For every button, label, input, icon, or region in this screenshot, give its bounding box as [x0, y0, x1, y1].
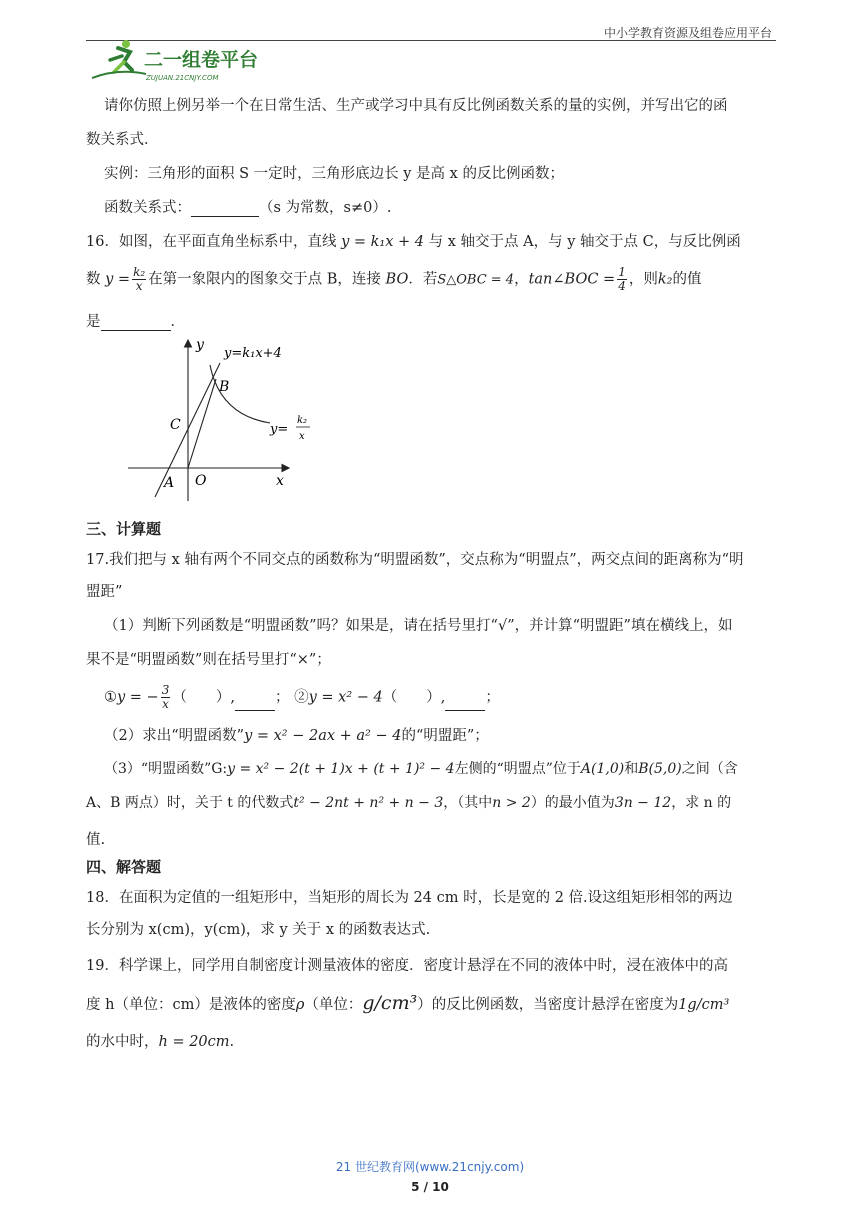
platform-title: 中小学教育资源及组卷应用平台	[603, 26, 772, 40]
page-number: 5 / 10	[411, 1180, 449, 1194]
q16-text: 在第一象限内的图象交于点 B，连接	[148, 271, 381, 288]
q19-text: 度 h（单位：cm）是液体的密度	[86, 997, 296, 1013]
line-equation: y = k₁x + 4	[341, 234, 424, 250]
site-logo	[88, 38, 278, 84]
height-value: h = 20cm	[158, 1034, 230, 1050]
q16-text: 与 x 轴交于点 A，与 y 轴交于点 C，与反比例函	[428, 234, 741, 250]
q17-text: （3）“明盟函数”G:	[104, 761, 228, 777]
q17-text: 的“明盟距”；	[401, 728, 489, 744]
q16-text: ．	[170, 314, 185, 330]
q16-text: ，	[514, 271, 529, 288]
q17-part1a: （1）判断下列函数是“明盟函数”吗？如果是，请在括号里打“√”，并计算“明盟距”填在横线上，如	[104, 618, 733, 634]
q19-line1: 19．科学课上，同学用自制密度计测量液体的密度．密度计悬浮在不同的液体中时，浸在液体中的高	[86, 958, 728, 974]
q15-relation-suffix: （s 为常数，s≠0）.	[259, 200, 392, 216]
line-label: y=k₁x+4	[224, 346, 282, 361]
q15-line1: 请你仿照上例另举一个在日常生活、生产或学习中具有反比例函数关系的量的实例，并写出它的函	[104, 98, 728, 114]
q17-line1: 17.我们把与 x 轴有两个不同交点的函数称为“明盟函数”，交点称为“明盟点”，两交点间的距离称为“明	[86, 552, 744, 568]
circled-1: ①	[104, 689, 117, 706]
curve-label-k: k₂	[297, 415, 308, 426]
q19-line2	[86, 992, 780, 1014]
q19-text: .	[229, 1034, 235, 1050]
answer-blank[interactable]	[445, 694, 485, 711]
function-1: y = −	[117, 689, 159, 706]
density-unit: g/cm³	[362, 992, 418, 1014]
q17-text: 之间（含	[681, 761, 738, 777]
q17-text: （2）求出“明盟函数”	[104, 728, 245, 744]
logo-text: 二一组卷平台	[144, 49, 259, 71]
answer-blank[interactable]	[235, 694, 275, 711]
q19-text: ）的反比例函数，当密度计悬浮在密度为	[417, 997, 679, 1013]
q16-figure	[120, 335, 320, 505]
y-axis-label: y	[196, 337, 204, 353]
q16-text: 的值	[672, 271, 702, 288]
q19-line3	[86, 1030, 780, 1051]
q19-text: 的水中时，	[86, 1034, 159, 1050]
point-b: B	[219, 379, 230, 395]
q16-text: 16．如图，在平面直角坐标系中，直线	[86, 234, 337, 250]
area-condition: S△OBC = 4	[437, 272, 515, 288]
k2-symbol: k₂	[657, 271, 673, 288]
point-b-coord: B(5,0)	[638, 761, 682, 777]
q16-text: 是	[86, 314, 101, 330]
three-over-x-fraction: $\frac{3}{x}$	[161, 683, 170, 711]
logo-runner-icon	[88, 38, 278, 84]
q17-text: ，（其中	[443, 795, 493, 811]
condition: n > 2	[492, 795, 531, 811]
q19-text: （单位：	[304, 997, 363, 1013]
q17-part3c: 值.	[86, 832, 106, 848]
q15-line2: 数关系式．	[86, 132, 159, 148]
judge-paren: （ ）,	[172, 689, 235, 706]
section-title: 三、计算题	[86, 520, 162, 538]
function-eq: y = x² − 2ax + a² − 4	[244, 728, 402, 744]
rho-symbol: ρ	[295, 997, 305, 1013]
tan-condition: tan∠BOC =	[528, 271, 616, 288]
point-c: C	[170, 417, 181, 433]
segment-bo-line	[188, 379, 216, 468]
logo-subtext: ZUJUAN.21CNJY.COM	[146, 74, 219, 82]
q16-line2	[86, 266, 780, 293]
curve-label-x: x	[299, 431, 305, 442]
circled-2: ②	[294, 689, 309, 706]
q17-text: 和	[624, 761, 639, 777]
answer-blank[interactable]	[191, 200, 259, 217]
q16-text: ．若	[408, 271, 438, 288]
q17-part3a	[104, 758, 798, 778]
q16-line1	[86, 230, 780, 251]
q16-text: 数	[86, 271, 101, 288]
function-2: y = x² − 4	[308, 689, 383, 706]
section-title: 四、解答题	[86, 858, 162, 876]
q17-line2: 盟距”	[86, 584, 123, 600]
judge-paren: （ ）,	[382, 689, 446, 706]
q18-line1: 18．在面积为定值的一组矩形中，当矩形的周长为 24 cm 时，长是宽的 2 倍.设这组矩形相邻的两边	[86, 890, 733, 906]
function-g: y = x² − 2(t + 1)x + (t + 1)² − 4	[227, 761, 455, 777]
q17-part2	[104, 724, 798, 745]
q17-text: ）的最小值为	[530, 795, 615, 811]
q17-part1b: 果不是“明盟函数”则在括号里打“×”；	[86, 652, 331, 668]
separator: ；	[274, 689, 290, 706]
point-o: O	[195, 473, 207, 489]
algebraic-expr: t² − 2nt + n² + n − 3	[293, 795, 444, 811]
q15-example: 实例：三角形的面积 S 一定时，三角形底边长 y 是高 x 的反比例函数；	[104, 166, 564, 182]
q17-functions	[104, 684, 798, 711]
q18-line2: 长分别为 x(cm)，y(cm)，求 y 关于 x 的函数表达式.	[86, 922, 431, 938]
separator: ；	[485, 689, 500, 706]
answer-blank[interactable]	[101, 314, 171, 331]
k2-over-x-fraction: $\frac{\text{k₂}}{x}$	[133, 265, 146, 293]
q17-part3b	[86, 792, 780, 812]
point-a: A	[164, 475, 175, 491]
q15-relation	[104, 196, 798, 217]
footer-site-link[interactable]: 21 世纪教育网(www.21cnjy.com)	[335, 1160, 525, 1174]
q16-line3	[86, 310, 780, 331]
q17-text: A、B 两点）时，关于 t 的代数式	[86, 795, 294, 811]
q15-relation-prefix: 函数关系式：	[104, 200, 191, 216]
q17-text: 左侧的“明盟点”位于	[454, 761, 581, 777]
point-a-coord: A(1,0)	[580, 761, 625, 777]
curve-label: y=	[270, 422, 289, 437]
one-quarter-fraction: $\frac{1}{4}$	[618, 265, 626, 293]
x-axis-label: x	[276, 473, 284, 489]
water-density: 1g/cm³	[678, 997, 730, 1013]
segment-bo: BO	[385, 271, 409, 288]
min-value: 3n − 12	[614, 795, 672, 811]
inverse-func-lhs: y =	[105, 271, 131, 288]
q17-text: ，求 n 的	[671, 795, 732, 811]
q16-text: ，则	[628, 271, 658, 288]
